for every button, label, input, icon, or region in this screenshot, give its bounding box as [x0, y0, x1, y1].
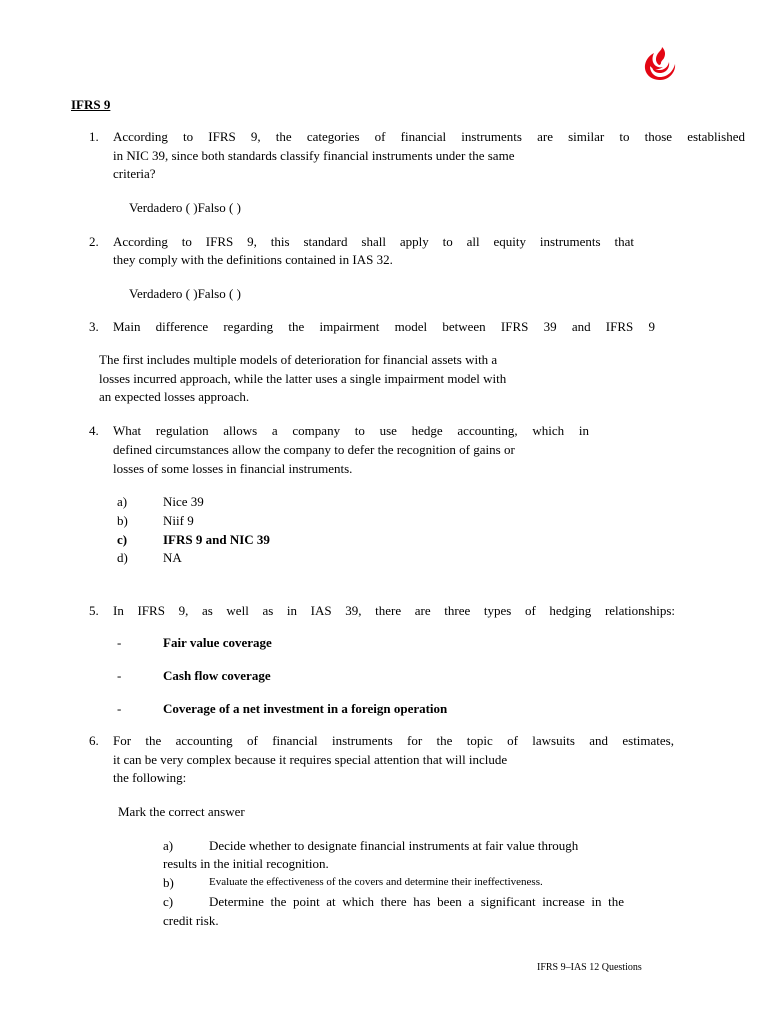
question-3-answer-line-3: an expected losses approach.	[99, 389, 250, 404]
question-4-option-d-text: NA	[163, 550, 182, 565]
question-2-line-2: they comply with the definitions contained in IAS 32.	[113, 252, 393, 267]
question-1-line-2: in NIC 39, since both standards classify financial instruments under the same	[113, 148, 515, 163]
question-4-number: 4.	[89, 423, 99, 438]
question-1-line-1: According to IFRS 9, the categories of financial instruments are similar to those established	[113, 129, 745, 144]
question-4-option-c-text: IFRS 9 and NIC 39	[163, 532, 270, 547]
question-3-line-1: Main difference regarding the impairment model between IFRS 39 and IFRS 9	[113, 319, 655, 334]
question-6-option-c-letter: c)	[163, 894, 174, 909]
question-4-line-2: defined circumstances allow the company to defer the recognition of gains or	[113, 442, 515, 457]
question-2-line-1: According to IFRS 9, this standard shall apply to all equity instruments that	[113, 234, 634, 249]
question-6-line-2: it can be very complex because it requires special attention that will include	[113, 752, 508, 767]
question-6-option-c-text: Determine the point at which there has been a significant increase in the	[209, 894, 624, 909]
question-2-number: 2.	[89, 234, 99, 249]
question-4-option-a-text: Nice 39	[163, 494, 204, 509]
question-6-option-a-letter: a)	[163, 838, 174, 853]
question-6-line-1: For the accounting of financial instruments for the topic of lawsuits and estimates,	[113, 733, 674, 748]
question-4-option-d-letter: d)	[117, 550, 128, 565]
question-5-line-1: In IFRS 9, as well as in IAS 39, there are three types of hedging relationships:	[113, 603, 675, 618]
question-4-line-3: losses of some losses in financial instruments.	[113, 461, 353, 476]
question-6-option-b-text: Evaluate the effectiveness of the covers and determine their ineffectiveness.	[209, 876, 543, 888]
question-5-bullet-2-dash: -	[117, 668, 122, 683]
question-4-option-a-letter: a)	[117, 494, 128, 509]
question-5-bullet-3-text: Coverage of a net investment in a foreign operation	[163, 701, 448, 716]
page-footer: IFRS 9–IAS 12 Questions	[537, 962, 642, 973]
question-5-bullet-1-dash: -	[117, 635, 122, 650]
question-1-line-3: criteria?	[113, 166, 156, 181]
question-4-option-b-letter: b)	[117, 513, 128, 528]
question-6-option-a-text: Decide whether to designate financial instruments at fair value through	[209, 838, 579, 853]
question-4-option-b-text: Niif 9	[163, 513, 194, 528]
university-logo-icon	[642, 46, 678, 82]
question-3-answer-line-1: The first includes multiple models of deterioration for financial assets with a	[99, 352, 498, 367]
question-4-line-1: What regulation allows a company to use hedge accounting, which in	[113, 423, 589, 438]
question-6-option-b-letter: b)	[163, 875, 174, 890]
question-6-option-c-continued: credit risk.	[163, 913, 219, 928]
question-5-bullet-2-text: Cash flow coverage	[163, 668, 271, 683]
question-2-answer: Verdadero ( )Falso ( )	[129, 286, 241, 301]
question-6-number: 6.	[89, 733, 99, 748]
question-6-instruction: Mark the correct answer	[118, 804, 245, 819]
page-title: IFRS 9	[71, 97, 111, 112]
question-3-number: 3.	[89, 319, 99, 334]
question-5-bullet-3-dash: -	[117, 701, 122, 716]
question-5-number: 5.	[89, 603, 99, 618]
question-4-option-c-letter: c)	[117, 532, 128, 547]
question-5-bullet-1-text: Fair value coverage	[163, 635, 272, 650]
question-6-option-a-continued: results in the initial recognition.	[163, 856, 329, 871]
question-1-number: 1.	[89, 129, 99, 144]
question-1-answer: Verdadero ( )Falso ( )	[129, 200, 241, 215]
question-6-line-3: the following:	[113, 770, 187, 785]
question-3-answer-line-2: losses incurred approach, while the latter uses a single impairment model with	[99, 371, 507, 386]
